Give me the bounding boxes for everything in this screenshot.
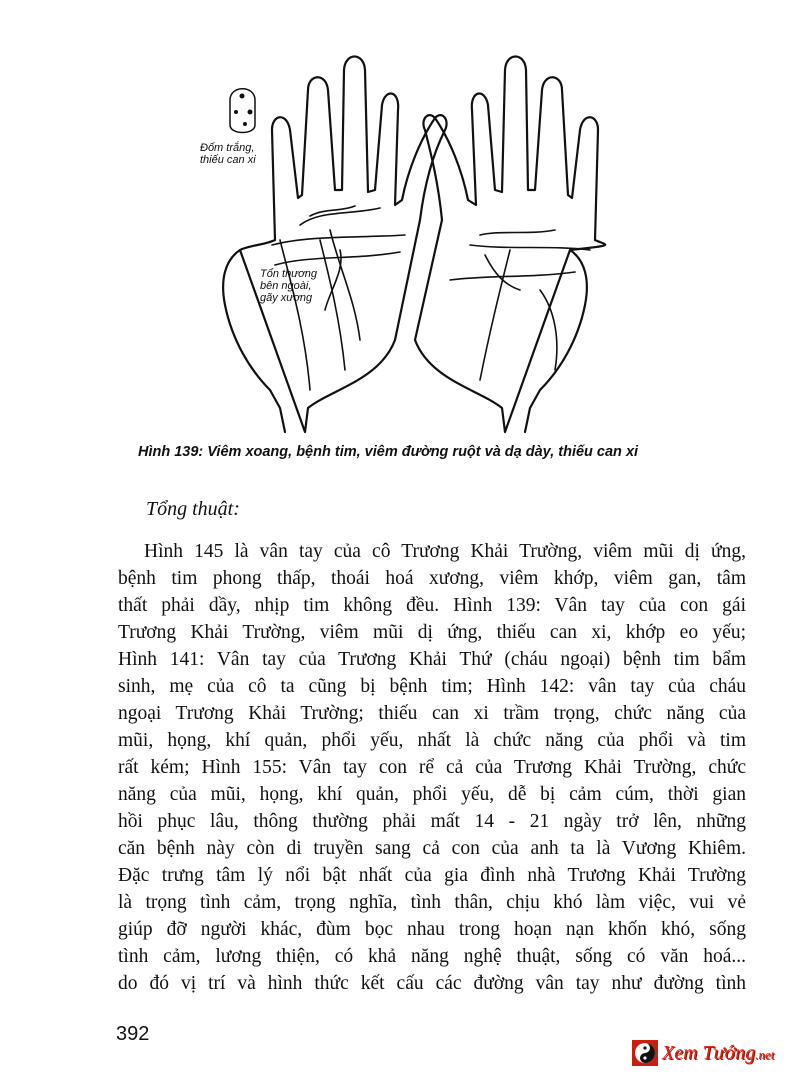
text-line: mũi, họng, khí quản, phổi yếu, nhất là chức năng của phổi và tim — [118, 730, 746, 751]
text-line: thất phải dầy, nhịp tim không đều. Hình 139: Vân tay của con gái — [118, 595, 746, 616]
left-hand-outline — [223, 57, 446, 433]
page-number: 392 — [116, 1023, 150, 1045]
text-line: là trọng tình cảm, trọng nghĩa, tình thân, chịu khó làm việc, vui vẻ — [118, 892, 746, 913]
text-line: sinh, mẹ của cô ta cũng bị bệnh tim; Hình 142: vân tay của cháu — [118, 676, 746, 697]
watermark-suffix: .net — [755, 1046, 775, 1062]
text-line: căn bệnh này còn di truyền sang cả con của anh ta là Vương Khiêm. — [118, 838, 746, 859]
two-palms-drawing — [180, 40, 630, 435]
text-line: bệnh tim phong thấp, thoái hoá xương, viêm khớp, viêm gan, tâm — [118, 568, 746, 589]
figure-caption: Hình 139: Viêm xoang, bệnh tim, viêm đường ruột và dạ dày, thiếu can xi — [138, 444, 639, 460]
white-spot-label: Đốm trắng, thiếu can xi — [200, 142, 256, 166]
text-line: Trương Khải Trường, viêm mũi dị ứng, thiếu can xi, khớp eo yếu; — [118, 622, 746, 643]
text-line: rất kém; Hình 155: Vân tay con rể cả của Trương Khải Trường, chức — [118, 757, 746, 778]
text-line: tình cảm, lương thiện, có khả năng nghệ thuật, sống có văn hoá... — [118, 946, 746, 967]
text-line: giúp đỡ người khác, đùm bọc nhau trong hoạn nạn khốn khó, sống — [118, 919, 746, 940]
text-line: ngoại Trương Khải Trường; thiếu can xi trầm trọng, chức năng của — [118, 703, 746, 724]
watermark-text — [662, 1042, 774, 1065]
section-heading: Tổng thuật: — [146, 498, 240, 520]
injury-label: Tổn thương bên ngoài, gãy xương — [260, 268, 318, 304]
site-watermark[interactable] — [632, 1038, 774, 1068]
text-line: Hình 141: Vân tay của Trương Khải Thứ (cháu ngoại) bệnh tim bẩm — [118, 649, 746, 670]
text-line: do đó vị trí và hình thức kết cấu các đường vân tay như đường tình — [118, 973, 746, 994]
text-line: Hình 145 là vân tay của cô Trương Khải Trường, viêm mũi dị ứng, — [144, 541, 746, 562]
text-line: năng của mũi, họng, khí quản, phổi yếu, dễ bị cảm cúm, thời gian — [118, 784, 746, 805]
text-line: hồi phục lâu, thông thường phải mất 14 - 21 ngày trở lên, những — [118, 811, 746, 832]
text-line: Đặc trưng tâm lý nổi bật nhất của gia đình nhà Trương Khải Trường — [118, 865, 746, 886]
right-hand-outline — [415, 57, 605, 433]
palm-illustration — [180, 40, 630, 435]
body-paragraph — [118, 538, 746, 997]
yin-yang-icon — [632, 1040, 658, 1066]
watermark-name: Xem Tướng — [662, 1041, 756, 1064]
